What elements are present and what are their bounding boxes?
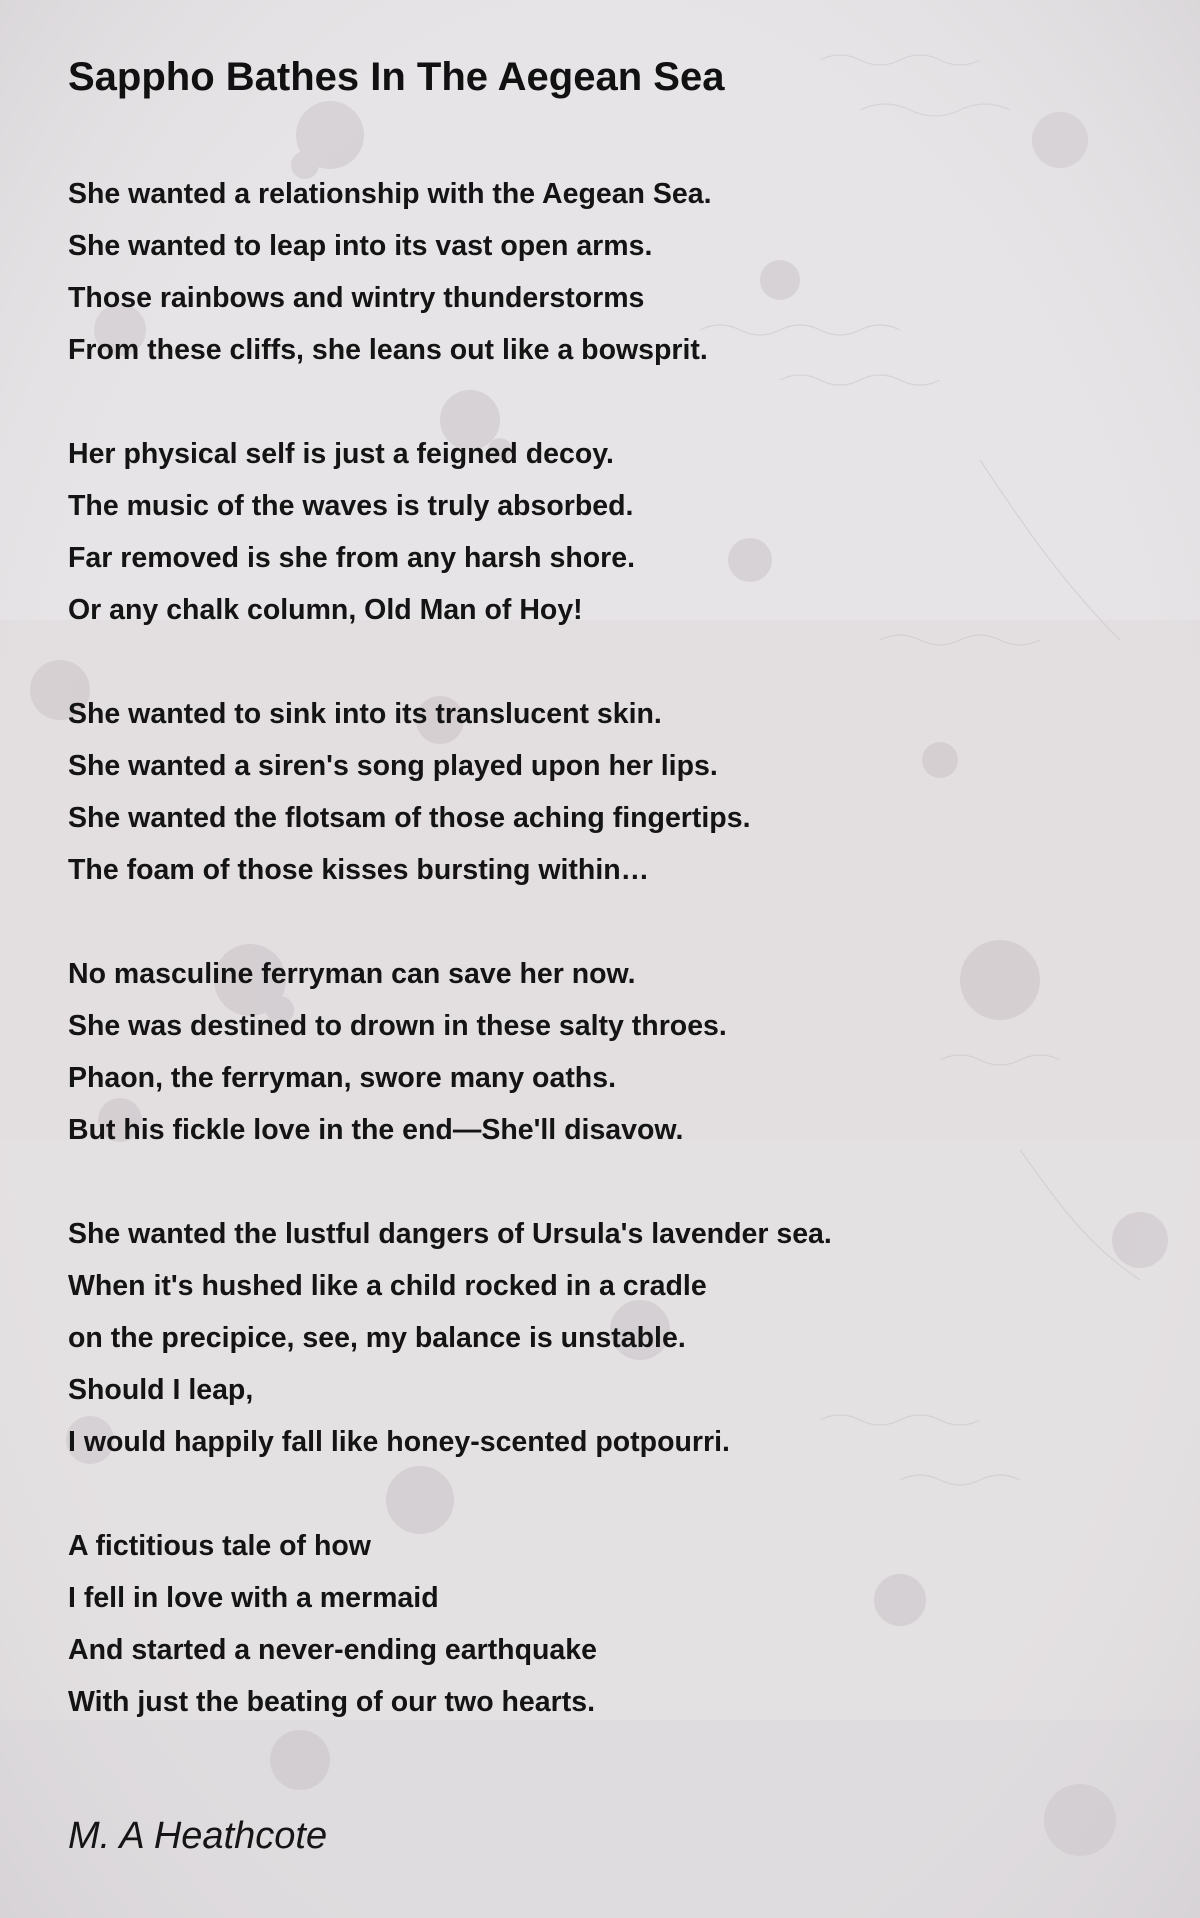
stanza-6 <box>68 1520 1148 1728</box>
poem-line: She wanted to sink into its translucent skin. <box>68 698 662 730</box>
poem-author: M. A Heathcote <box>68 1815 328 1857</box>
poem-line: She wanted a relationship with the Aegean Sea. <box>68 178 712 210</box>
poem-line: She wanted the flotsam of those aching fingertips. <box>68 802 751 834</box>
poem-line: She wanted the lustful dangers of Ursula's lavender sea. <box>68 1218 832 1250</box>
poem-line: I fell in love with a mermaid <box>68 1582 439 1614</box>
poem-line: A fictitious tale of how <box>68 1530 371 1562</box>
poem-line: Phaon, the ferryman, swore many oaths. <box>68 1062 616 1094</box>
poem-line: I would happily fall like honey-scented potpourri. <box>68 1426 730 1458</box>
poem-line: She wanted to leap into its vast open arms. <box>68 230 653 262</box>
poem <box>68 48 1148 1728</box>
poem-line: Should I leap, <box>68 1374 254 1406</box>
stanza-3 <box>68 688 1148 896</box>
poem-line: Her physical self is just a feigned decoy. <box>68 438 614 470</box>
stanza-5 <box>68 1208 1148 1468</box>
poem-line: From these cliffs, she leans out like a bowsprit. <box>68 334 708 366</box>
poem-line: She wanted a siren's song played upon her lips. <box>68 750 718 782</box>
poem-line: on the precipice, see, my balance is unstable. <box>68 1322 686 1354</box>
poem-title: Sappho Bathes In The Aegean Sea <box>68 55 725 99</box>
poem-line: Far removed is she from any harsh shore. <box>68 542 636 574</box>
stanza-1 <box>68 168 1148 376</box>
poem-line: Those rainbows and wintry thunderstorms <box>68 282 645 314</box>
poem-line: She was destined to drown in these salty throes. <box>68 1010 727 1042</box>
poem-line: No masculine ferryman can save her now. <box>68 958 636 990</box>
poem-line: Or any chalk column, Old Man of Hoy! <box>68 594 583 626</box>
poem-body <box>68 168 1148 1728</box>
poem-line: With just the beating of our two hearts. <box>68 1686 595 1718</box>
poem-line: When it's hushed like a child rocked in a cradle <box>68 1270 707 1302</box>
poem-line: The music of the waves is truly absorbed. <box>68 490 634 522</box>
poem-line: But his fickle love in the end—She'll disavow. <box>68 1114 684 1146</box>
poem-line: And started a never-ending earthquake <box>68 1634 597 1666</box>
stanza-2 <box>68 428 1148 636</box>
poem-line: The foam of those kisses bursting within… <box>68 854 650 886</box>
stanza-4 <box>68 948 1148 1156</box>
